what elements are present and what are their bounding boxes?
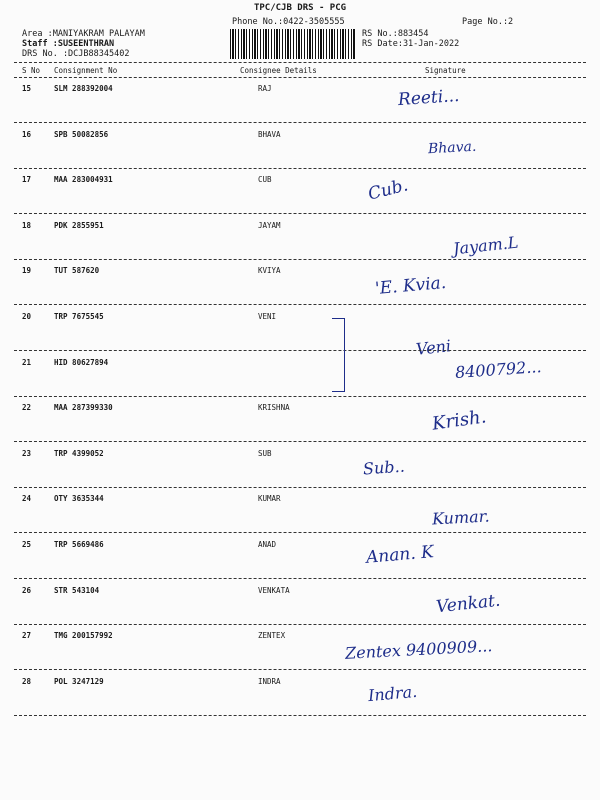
row-consignment: SLM 288392004 (54, 84, 113, 93)
row-sno: 26 (22, 585, 32, 595)
row-sno: 22 (22, 403, 32, 413)
row-consignee-name: BHAVA (258, 129, 281, 139)
row-sno: 28 (22, 676, 32, 686)
row-divider (14, 487, 586, 488)
row-signature: Bhava. (427, 138, 477, 158)
row-signature: Venkat. (435, 590, 502, 618)
row-signature: Zentex 9400909... (344, 636, 493, 663)
row-consignee-name: INDRA (258, 676, 281, 686)
barcode (230, 29, 356, 59)
row-consignment: TUT 587620 (54, 266, 100, 276)
row-consignee-name: JAYAM (258, 220, 281, 230)
column-header-consignment: Consignment No (54, 66, 118, 75)
row-signature: Anan. K (365, 542, 435, 568)
row-divider (14, 441, 586, 442)
row-divider (14, 350, 586, 351)
row-sno: 24 (22, 494, 32, 504)
row-sno: 20 (22, 312, 32, 321)
row-signature: Reeti... (397, 85, 461, 111)
bracket-mark (332, 318, 345, 392)
divider (14, 62, 586, 63)
row-sno: 15 (22, 84, 32, 93)
row-sno: 18 (22, 220, 32, 230)
row-divider (14, 669, 586, 670)
row-signature: Cub. (366, 175, 411, 205)
row-divider (14, 304, 586, 305)
document-title: TPC/CJB DRS - PCG (253, 3, 347, 13)
row-divider (14, 259, 586, 260)
row-sno: 27 (22, 631, 32, 641)
column-header-signature: Signature (425, 66, 466, 75)
column-header-sno: S No (22, 66, 41, 75)
row-divider (14, 168, 586, 169)
row-consignee-name: ANAD (258, 540, 277, 549)
row-consignee-name: KRISHNA (258, 403, 290, 413)
row-divider (14, 715, 586, 716)
drs-number: DRS No. :DCJB88345402 (22, 49, 130, 59)
row-signature: 8400792... (454, 357, 543, 382)
row-signature: Krish. (430, 406, 488, 435)
row-consignment: SPB 50082856 (54, 129, 109, 139)
row-signature: Jayam.L (452, 232, 520, 259)
phone-number: Phone No.:0422-3505555 (232, 17, 345, 27)
row-consignment: HID 80627894 (54, 357, 109, 367)
rs-number: RS No.:883454 (362, 29, 429, 39)
row-consignment: PDK 2855951 (54, 220, 104, 230)
row-consignment: POL 3247129 (54, 676, 104, 686)
row-consignee-name: SUB (258, 448, 272, 458)
row-sno: 16 (22, 129, 32, 139)
row-signature: Indra. (367, 681, 418, 706)
row-consignee-name: VENI (258, 312, 277, 321)
row-consignment: TRP 7675545 (54, 312, 104, 321)
row-consignment: MAA 283004931 (54, 175, 113, 185)
row-signature: Sub.. (362, 456, 406, 479)
divider (14, 77, 586, 78)
row-divider (14, 396, 586, 397)
row-divider (14, 624, 586, 625)
row-consignee-name: KVIYA (258, 266, 281, 276)
row-consignee-name: CUB (258, 175, 272, 185)
row-consignee-name: KUMAR (258, 494, 281, 504)
row-divider (14, 122, 586, 123)
row-consignment: TRP 5669486 (54, 540, 104, 549)
row-consignment: TMG 200157992 (54, 631, 113, 641)
area-label: Area :MANIYAKRAM PALAYAM (22, 29, 145, 39)
row-consignee-name: ZENTEX (258, 631, 286, 641)
row-sno: 19 (22, 266, 32, 276)
row-consignee-name: VENKATA (258, 585, 290, 595)
row-divider (14, 213, 586, 214)
row-sno: 23 (22, 448, 32, 458)
row-consignment: MAA 287399330 (54, 403, 113, 413)
row-consignee-name: RAJ (258, 84, 272, 93)
row-sno: 21 (22, 357, 32, 367)
rs-date: RS Date:31-Jan-2022 (362, 39, 460, 49)
row-consignment: TRP 4399052 (54, 448, 104, 458)
row-sno: 25 (22, 540, 32, 549)
row-consignment: STR 543104 (54, 585, 100, 595)
page-number: Page No.:2 (462, 17, 514, 27)
row-signature: Veni (415, 336, 452, 359)
column-header-consignee: Consignee Details (240, 66, 317, 75)
staff-label: Staff :SUSEENTHRAN (22, 39, 115, 49)
row-signature: Kumar. (431, 506, 491, 529)
row-consignment: OTY 3635344 (54, 494, 104, 504)
row-divider (14, 578, 586, 579)
row-signature: 'E. Kvia. (374, 272, 447, 300)
row-divider (14, 532, 586, 533)
row-sno: 17 (22, 175, 32, 185)
